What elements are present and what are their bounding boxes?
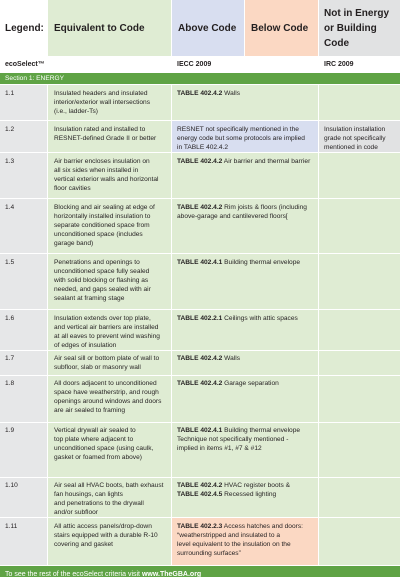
item-number: 1.4 bbox=[0, 199, 47, 253]
criteria-row-1-6 bbox=[0, 310, 400, 350]
iecc-table-ref: TABLE 402.4.1 bbox=[177, 427, 223, 434]
criteria-description: Blocking and air sealing at edge of horizontally installed insulation to separate conditioned space from unconditioned space (includes garage band) bbox=[48, 199, 171, 253]
footer-bar bbox=[0, 566, 400, 577]
criteria-description: Air barrier encloses insulation on all six sides when installed in vertical exterior walls and horizontal floor cavities bbox=[48, 153, 171, 198]
iecc-text: Air barrier and thermal barrier bbox=[222, 157, 311, 165]
iecc-reference bbox=[172, 478, 318, 518]
item-number: 1.9 bbox=[0, 423, 47, 477]
iecc-reference bbox=[172, 351, 318, 375]
item-number: 1.2 bbox=[0, 121, 47, 152]
iecc-text: Building thermal envelope Technique not specifically mentioned - implied in items #1, #7 & #12 bbox=[177, 427, 301, 452]
legend-below-code: Below Code bbox=[245, 0, 318, 56]
iecc-reference bbox=[172, 518, 318, 565]
criteria-row-1-11 bbox=[0, 518, 400, 565]
iecc-reference bbox=[172, 310, 318, 350]
criteria-description: All attic access panels/drop-down stairs equipped with a durable R-10 covering and gasket bbox=[48, 518, 171, 565]
section-title-bar: Section 1: ENERGY bbox=[0, 73, 400, 84]
irc-reference: Insulation installation grade not specifically mentioned in code bbox=[319, 121, 400, 152]
legend-header bbox=[0, 0, 400, 56]
iecc-table-ref: TABLE 402.4.2 bbox=[177, 89, 223, 97]
iecc-table-ref: TABLE 402.4.2 bbox=[177, 355, 223, 362]
irc-reference bbox=[319, 85, 400, 120]
criteria-description: Vertical drywall air sealed to top plate where adjacent to unconditioned space (using caulk, gasket or foamed from above) bbox=[48, 423, 171, 477]
item-number: 1.1 bbox=[0, 85, 47, 120]
criteria-row-1-7 bbox=[0, 351, 400, 375]
iecc-text: Ceilings with attic spaces bbox=[222, 314, 298, 322]
iecc-text: Building thermal envelope bbox=[222, 258, 301, 266]
iecc-reference bbox=[172, 121, 318, 152]
criteria-heading-spacer bbox=[48, 57, 171, 72]
iecc-text: Recessed lighting bbox=[222, 491, 277, 498]
iecc-reference bbox=[172, 85, 318, 120]
criteria-row-1-5 bbox=[0, 254, 400, 309]
criteria-description: Insulation rated and installed to RESNET-defined Grade II or better bbox=[48, 121, 171, 152]
criteria-description: Air seal all HVAC boots, bath exhaust fan housings, can lights and penetrations to the drywall and/or subfloor bbox=[48, 478, 171, 518]
criteria-row-1-9 bbox=[0, 423, 400, 477]
irc-reference bbox=[319, 376, 400, 422]
criteria-description: All doors adjacent to unconditioned space have weatherstrip, and rough openings around windows and doors are air sealed to framing bbox=[48, 376, 171, 422]
irc-reference bbox=[319, 423, 400, 477]
criteria-row-1-2 bbox=[0, 121, 400, 152]
iecc-table-ref: TABLE 402.4.2 bbox=[177, 203, 223, 211]
legend-equivalent-to-code: Equivalent to Code bbox=[48, 0, 171, 56]
irc-reference bbox=[319, 310, 400, 350]
iecc-reference bbox=[172, 254, 318, 309]
criteria-row-1-10 bbox=[0, 478, 400, 518]
item-number: 1.8 bbox=[0, 376, 47, 422]
legend-above-code: Above Code bbox=[172, 0, 244, 56]
legend-not-in-code: Not in Energy or Building Code bbox=[319, 0, 400, 56]
criteria-description: Insulated headers and insulated interior/exterior wall intersections (i.e., ladder-Ts) bbox=[48, 85, 171, 120]
column-headings bbox=[0, 57, 400, 72]
program-heading: ecoSelect™ bbox=[5, 61, 45, 68]
iecc-table-ref: TABLE 402.2.3 bbox=[177, 522, 223, 530]
criteria-description: Penetrations and openings to unconditioned space fully sealed with solid blocking or flashing as needed, and gaps sealed with air sealant at framing stage bbox=[48, 254, 171, 309]
item-number: 1.10 bbox=[0, 478, 47, 518]
irc-reference bbox=[319, 478, 400, 518]
iecc-table-ref: TABLE 402.2.1 bbox=[177, 314, 223, 322]
iecc-text: Access hatches and doors: “weatherstripped and insulated to a level equivalent to the insulation on the surrounding surfaces” bbox=[177, 522, 303, 557]
iecc-text: Garage separation bbox=[222, 380, 279, 387]
iecc-reference bbox=[172, 199, 318, 253]
criteria-row-1-8 bbox=[0, 376, 400, 422]
item-number: 1.5 bbox=[0, 254, 47, 309]
item-number: 1.6 bbox=[0, 310, 47, 350]
footer-website: www.TheGBA.org bbox=[141, 571, 202, 577]
iecc-text: RESNET not specifically mentioned in the energy code but some protocols are implied in TABLE 402.4.2 bbox=[177, 125, 305, 151]
iecc-table-ref: TABLE 402.4.2 bbox=[177, 482, 223, 489]
irc-heading: IRC 2009 bbox=[324, 61, 354, 68]
item-number: 1.11 bbox=[0, 518, 47, 565]
iecc-reference bbox=[172, 376, 318, 422]
iecc-reference bbox=[172, 423, 318, 477]
irc-reference bbox=[319, 351, 400, 375]
irc-reference bbox=[319, 199, 400, 253]
criteria-row-1-1 bbox=[0, 85, 400, 120]
item-number: 1.3 bbox=[0, 153, 47, 198]
footer-text: To see the rest of the ecoSelect criteria visit bbox=[5, 571, 142, 577]
criteria-row-1-3 bbox=[0, 153, 400, 198]
irc-reference bbox=[319, 518, 400, 565]
criteria-row-1-4 bbox=[0, 199, 400, 253]
iecc-reference bbox=[172, 153, 318, 198]
iecc-heading: IECC 2009 bbox=[177, 61, 212, 68]
iecc-table-ref: TABLE 402.4.2 bbox=[177, 157, 223, 165]
irc-reference bbox=[319, 153, 400, 198]
iecc-table-ref: TABLE 402.4.2 bbox=[177, 380, 223, 387]
criteria-description: Insulation extends over top plate, and vertical air barriers are installed at all eaves to prevent wind washing of edges of insulation bbox=[48, 310, 171, 350]
legend-label: Legend: bbox=[0, 0, 47, 56]
iecc-text: Walls bbox=[222, 89, 241, 97]
criteria-description: Air seal sill or bottom plate of wall to subfloor, slab or masonry wall bbox=[48, 351, 171, 375]
iecc-table-ref: TABLE 402.4.5 bbox=[177, 491, 223, 498]
irc-reference bbox=[319, 254, 400, 309]
iecc-table-ref: TABLE 402.4.1 bbox=[177, 258, 223, 266]
iecc-text: Walls bbox=[222, 355, 241, 362]
iecc-text: Rim joists & floors (including above-garage and cantilevered floors[ bbox=[177, 203, 307, 220]
iecc-text: HVAC register boots & bbox=[224, 482, 291, 489]
item-number: 1.7 bbox=[0, 351, 47, 375]
